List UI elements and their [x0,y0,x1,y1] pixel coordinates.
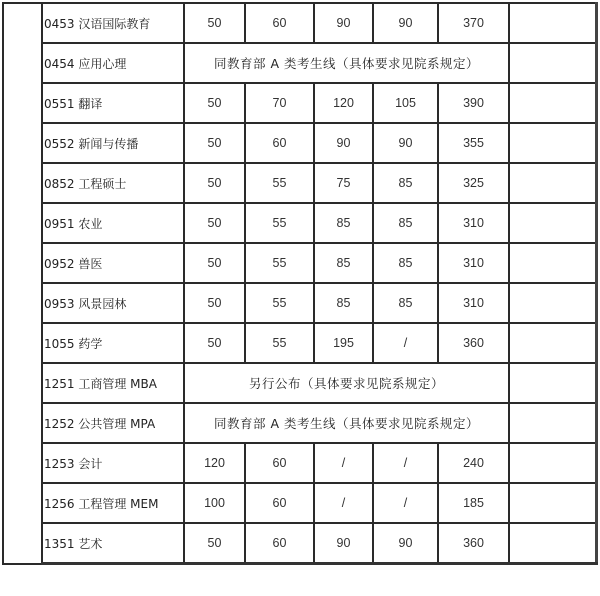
program-name-cell: 1351 艺术 [42,523,184,564]
score-english-cell: 70 [245,83,314,123]
table-row [3,323,596,363]
table-row [3,363,596,403]
remarks-cell [509,243,596,283]
score-politics-cell: 50 [184,243,245,283]
score-english-cell: 60 [245,123,314,163]
score-subject1-cell: 85 [314,203,373,243]
score-english-cell: 60 [245,523,314,564]
score-subject2-cell: 90 [373,523,438,564]
remarks-cell [509,3,596,43]
score-subject2-cell: / [373,443,438,483]
score-total-cell: 310 [438,243,509,283]
score-subject1-cell: 75 [314,163,373,203]
remarks-cell [509,203,596,243]
score-politics-cell: 50 [184,523,245,564]
table-row [3,243,596,283]
score-subject2-cell: / [373,483,438,523]
score-total-cell: 240 [438,443,509,483]
score-subject1-cell: / [314,443,373,483]
score-english-cell: 55 [245,163,314,203]
program-name-cell: 0453 汉语国际教育 [42,3,184,43]
score-politics-cell: 50 [184,3,245,43]
score-subject2-cell: / [373,323,438,363]
score-subject1-cell: 90 [314,123,373,163]
score-total-cell: 310 [438,203,509,243]
score-subject2-cell: 90 [373,123,438,163]
remarks-cell [509,163,596,203]
table-row [3,283,596,323]
merged-note-cell: 另行公布（具体要求见院系规定） [184,363,509,403]
score-total-cell: 360 [438,523,509,564]
program-name-cell: 1055 药学 [42,323,184,363]
score-english-cell: 55 [245,283,314,323]
remarks-cell [509,523,596,564]
program-name-cell: 1256 工程管理 MEM [42,483,184,523]
score-english-cell: 60 [245,443,314,483]
remarks-cell [509,283,596,323]
program-name-cell: 1253 会计 [42,443,184,483]
table-row [3,403,596,443]
score-total-cell: 370 [438,3,509,43]
score-subject1-cell: 195 [314,323,373,363]
remarks-cell [509,83,596,123]
remarks-cell [509,123,596,163]
program-name-cell: 0454 应用心理 [42,43,184,83]
score-politics-cell: 100 [184,483,245,523]
program-name-cell: 0952 兽医 [42,243,184,283]
score-politics-cell: 50 [184,163,245,203]
score-politics-cell: 50 [184,123,245,163]
score-subject2-cell: 105 [373,83,438,123]
score-politics-cell: 50 [184,83,245,123]
table-row [3,43,596,83]
score-subject1-cell: 85 [314,243,373,283]
score-english-cell: 55 [245,243,314,283]
score-subject1-cell: 90 [314,523,373,564]
score-politics-cell: 50 [184,283,245,323]
remarks-cell [509,483,596,523]
program-name-cell: 1252 公共管理 MPA [42,403,184,443]
score-subject1-cell: 85 [314,283,373,323]
score-total-cell: 355 [438,123,509,163]
score-politics-cell: 50 [184,323,245,363]
program-name-cell: 0852 工程硕士 [42,163,184,203]
program-name-cell: 0953 风景园林 [42,283,184,323]
remarks-cell [509,43,596,83]
table-row [3,443,596,483]
score-total-cell: 390 [438,83,509,123]
score-total-cell: 185 [438,483,509,523]
score-subject2-cell: 85 [373,163,438,203]
score-subject1-cell: 90 [314,3,373,43]
program-name-cell: 1251 工商管理 MBA [42,363,184,403]
score-total-cell: 360 [438,323,509,363]
table-row [3,203,596,243]
remarks-cell [509,443,596,483]
score-subject2-cell: 85 [373,243,438,283]
score-subject1-cell: / [314,483,373,523]
score-subject2-cell: 85 [373,283,438,323]
score-total-cell: 325 [438,163,509,203]
score-english-cell: 60 [245,483,314,523]
merged-note-cell: 同教育部 A 类考生线（具体要求见院系规定） [184,43,509,83]
table-row [3,163,596,203]
merged-note-cell: 同教育部 A 类考生线（具体要求见院系规定） [184,403,509,443]
program-name-cell: 0951 农业 [42,203,184,243]
table-row [3,523,596,564]
category-cell [3,3,42,564]
score-subject2-cell: 90 [373,3,438,43]
score-total-cell: 310 [438,283,509,323]
table-row [3,483,596,523]
score-politics-cell: 50 [184,203,245,243]
program-name-cell: 0552 新闻与传播 [42,123,184,163]
score-english-cell: 60 [245,3,314,43]
score-line-table [2,2,598,565]
remarks-cell [509,403,596,443]
program-name-cell: 0551 翻译 [42,83,184,123]
score-subject2-cell: 85 [373,203,438,243]
score-english-cell: 55 [245,203,314,243]
table-row [3,3,596,43]
score-politics-cell: 120 [184,443,245,483]
remarks-cell [509,363,596,403]
score-english-cell: 55 [245,323,314,363]
score-subject1-cell: 120 [314,83,373,123]
table-row [3,123,596,163]
remarks-cell [509,323,596,363]
table-row [3,83,596,123]
